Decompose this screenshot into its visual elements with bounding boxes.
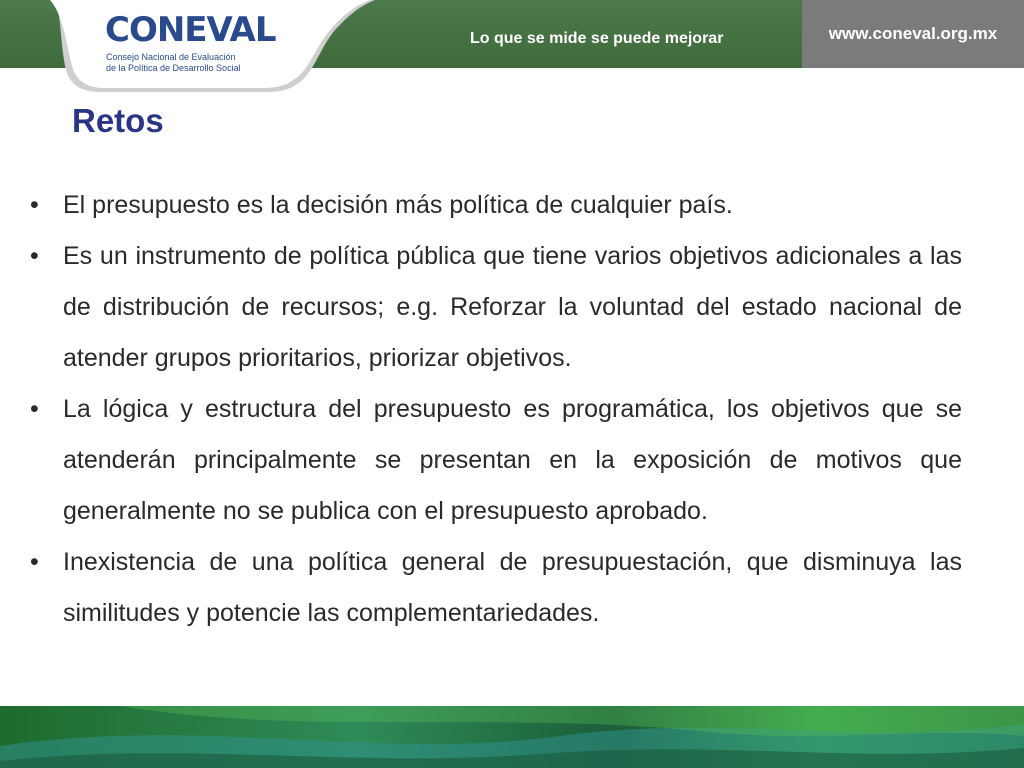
logo-subtitle-line2: de la Política de Desarrollo Social [106,63,241,73]
bullet-item [30,537,962,639]
bullet-marker: • [30,191,39,219]
website-link[interactable]: www.coneval.org.mx [828,24,998,43]
logo-wordmark: CONEVAL [105,10,276,50]
logo-subtitle [106,52,241,74]
bullet-text: Es un instrumento de política pública que tiene varios objetivos adicionales a las de distribución de recursos; e.g. Reforzar la voluntad del estado nacional de atender grupos prioritarios, priorizar objetivos. [63,242,962,372]
bullet-marker: • [30,395,39,423]
bullet-item [30,231,962,384]
bullet-marker: • [30,242,39,270]
url-box [802,0,1024,68]
bullet-item [30,384,962,537]
bullet-text: El presupuesto es la decisión más política de cualquier país. [63,191,733,219]
footer-wave-band [0,706,1024,768]
bullet-list [30,180,962,639]
bullet-marker: • [30,548,39,576]
bullet-item [30,180,962,231]
slide-title: Retos [72,102,164,139]
logo-subtitle-line1: Consejo Nacional de Evaluación [106,52,236,62]
bullet-text: La lógica y estructura del presupuesto es programática, los objetivos que se atenderán principalmente se presentan en la exposición de motivos que generalmente no se publica con el presupuesto aprobado. [63,395,962,525]
slogan: Lo que se mide se puede mejorar [470,30,724,47]
bullet-text: Inexistencia de una política general de presupuestación, que disminuya las similitudes y potencie las complementariedades. [63,548,962,627]
